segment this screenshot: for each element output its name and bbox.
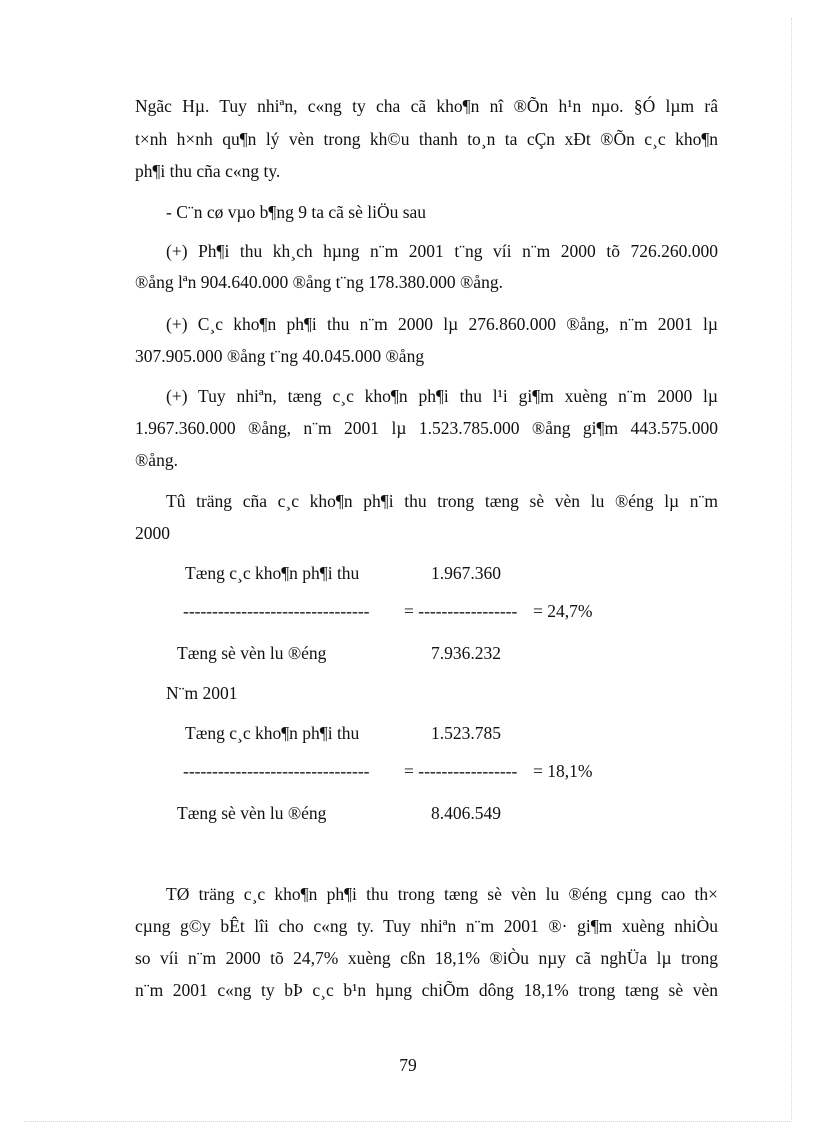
formula-2001-result: = 18,1%: [533, 761, 593, 781]
paragraph-line: (+) Tuy nhiªn, tæng c¸c kho¶n ph¶i thu l¹i gi¶m xuèng n¨m 2000 lµ: [166, 386, 718, 406]
paragraph-line: so víi n¨m 2000 tõ 24,7% xuèng cßn 18,1% ®iÒu nµy cã nghÜa lµ trong: [135, 948, 718, 968]
paragraph-line: ph¶i thu cña c«ng ty.: [135, 161, 281, 181]
formula-2001-numerator-label: Tæng c¸c kho¶n ph¶i thu: [185, 723, 360, 743]
paragraph-line: - C¨n cø vµo b¶ng 9 ta cã sè liÖu sau: [166, 202, 427, 222]
paragraph-line: TØ träng c¸c kho¶n ph¶i thu trong tæng sè vèn lu ®éng cµng cao th×: [166, 884, 718, 904]
formula-2000-denominator-label: Tæng sè vèn lu ®éng: [177, 643, 327, 663]
formula-2001-denominator-label: Tæng sè vèn lu ®éng: [177, 803, 327, 823]
paragraph-line: 2000: [135, 523, 170, 543]
paragraph-line: Tû träng cña c¸c kho¶n ph¶i thu trong tæng sè vèn lu ®éng lµ n¨m: [166, 491, 718, 511]
formula-2000-numerator-value: 1.967.360: [431, 563, 501, 583]
paragraph-line: n¨m 2001 c«ng ty bÞ c¸c b¹n hµng chiÕm dông 18,1% trong tæng sè vèn: [135, 980, 718, 1000]
paragraph-line: Ngãc Hµ. Tuy nhiªn, c«ng ty cha cã kho¶n nî ®Õn h¹n nµo. §Ó lµm râ: [135, 96, 718, 116]
year-2001-heading: N¨m 2001: [166, 683, 238, 703]
formula-2000-equals-line: = -----------------: [404, 601, 518, 621]
paragraph-line: 307.905.000 ®ång t¨ng 40.045.000 ®ång: [135, 346, 425, 366]
paragraph-line: t×nh h×nh qu¶n lý vèn trong kh©u thanh to¸n ta cÇn xÐt ®Õn c¸c kho¶n: [135, 129, 718, 149]
paragraph-line: (+) C¸c kho¶n ph¶i thu n¨m 2000 lµ 276.860.000 ®ång, n¨m 2001 lµ: [166, 314, 718, 334]
page-number: 79: [399, 1055, 417, 1075]
formula-2001-numerator-value: 1.523.785: [431, 723, 501, 743]
paragraph-line: cµng g©y bÊt lîi cho c«ng ty. Tuy nhiªn n¨m 2001 ®· gi¶m xuèng nhiÒu: [135, 916, 718, 936]
formula-2001-denominator-value: 8.406.549: [431, 803, 501, 823]
paragraph-line: 1.967.360.000 ®ång, n¨m 2001 lµ 1.523.785.000 ®ång gi¶m 443.575.000: [135, 418, 718, 438]
formula-2000-result: = 24,7%: [533, 601, 593, 621]
formula-2000-fraction-line: --------------------------------: [183, 601, 370, 621]
formula-2001-equals-line: = -----------------: [404, 761, 518, 781]
formula-2000-denominator-value: 7.936.232: [431, 643, 501, 663]
paragraph-line: ®ång.: [135, 450, 178, 470]
paragraph-line: (+) Ph¶i thu kh¸ch hµng n¨m 2001 t¨ng víi n¨m 2000 tõ 726.260.000: [166, 241, 718, 261]
paragraph-line: ®ång lªn 904.640.000 ®ång t¨ng 178.380.000 ®ång.: [135, 272, 503, 292]
formula-2000-numerator-label: Tæng c¸c kho¶n ph¶i thu: [185, 563, 360, 583]
formula-2001-fraction-line: --------------------------------: [183, 761, 370, 781]
